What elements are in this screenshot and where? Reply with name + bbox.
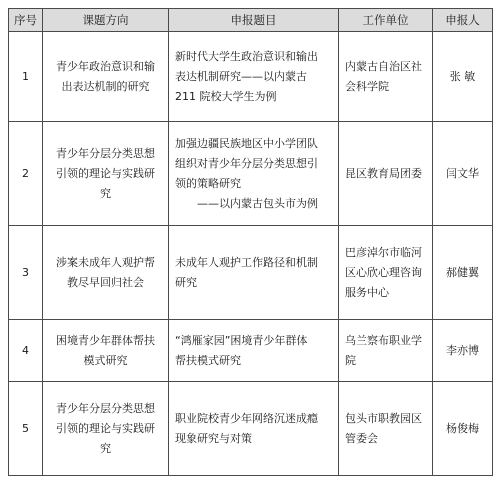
row-applicant: 杨俊梅 (433, 382, 493, 476)
row-direction: 涉案未成年人观护帮教尽早回归社会 (43, 226, 169, 320)
row-topic (169, 320, 339, 382)
row-direction: 青少年分层分类思想引领的理论与实践研究 (43, 382, 169, 476)
topic-line: 帮扶模式研究 (175, 353, 241, 367)
row-topic (169, 122, 339, 226)
row-direction: 青少年分层分类思想引领的理论与实践研究 (43, 122, 169, 226)
row-topic (169, 382, 339, 476)
topic-line: 组织对青少年分层分类思想引 (175, 156, 318, 170)
header-topic: 申报题目 (169, 9, 339, 32)
row-topic (169, 226, 339, 320)
topic-line: ——以内蒙古包头市为例 (197, 196, 318, 210)
row-no: 4 (9, 320, 43, 382)
header-applicant: 申报人 (433, 9, 493, 32)
table-row (9, 32, 493, 122)
row-no: 1 (9, 32, 43, 122)
row-applicant: 张 敏 (433, 32, 493, 122)
project-table (8, 8, 493, 476)
row-applicant: 李亦博 (433, 320, 493, 382)
topic-line: 未成年人观护工作路径和机制 (175, 255, 318, 269)
header-direction: 课题方向 (43, 9, 169, 32)
row-no: 2 (9, 122, 43, 226)
row-direction: 困境青少年群体帮扶模式研究 (43, 320, 169, 382)
topic-line: 现象研究与对策 (175, 431, 252, 445)
table-row (9, 320, 493, 382)
table-row (9, 122, 493, 226)
row-direction: 青少年政治意识和输出表达机制的研究 (43, 32, 169, 122)
topic-line: 领的策略研究 (175, 176, 241, 190)
row-unit: 巴彦淖尔市临河区心欣心理咨询服务中心 (339, 226, 433, 320)
row-unit: 乌兰察布职业学院 (339, 320, 433, 382)
row-unit: 内蒙古自治区社会科学院 (339, 32, 433, 122)
row-no: 5 (9, 382, 43, 476)
table-row (9, 382, 493, 476)
topic-line: 职业院校青少年网络沉迷成瘾 (175, 411, 318, 425)
topic-line: 新时代大学生政治意识和输出 (175, 49, 318, 63)
row-no: 3 (9, 226, 43, 320)
row-topic (169, 32, 339, 122)
row-applicant: 闫文华 (433, 122, 493, 226)
row-applicant: 郝健翼 (433, 226, 493, 320)
row-unit: 包头市职教园区管委会 (339, 382, 433, 476)
table-row (9, 226, 493, 320)
topic-line: “鸿雁家园”困境青少年群体 (175, 333, 308, 347)
topic-line: 研究 (175, 275, 197, 289)
table-header-row (9, 9, 493, 32)
topic-line: 211 院校大学生为例 (175, 89, 277, 103)
header-no: 序号 (9, 9, 43, 32)
topic-line: 加强边疆民族地区中小学团队 (175, 136, 318, 150)
row-unit: 昆区教育局团委 (339, 122, 433, 226)
header-unit: 工作单位 (339, 9, 433, 32)
topic-line: 表达机制研究——以内蒙古 (175, 69, 307, 83)
